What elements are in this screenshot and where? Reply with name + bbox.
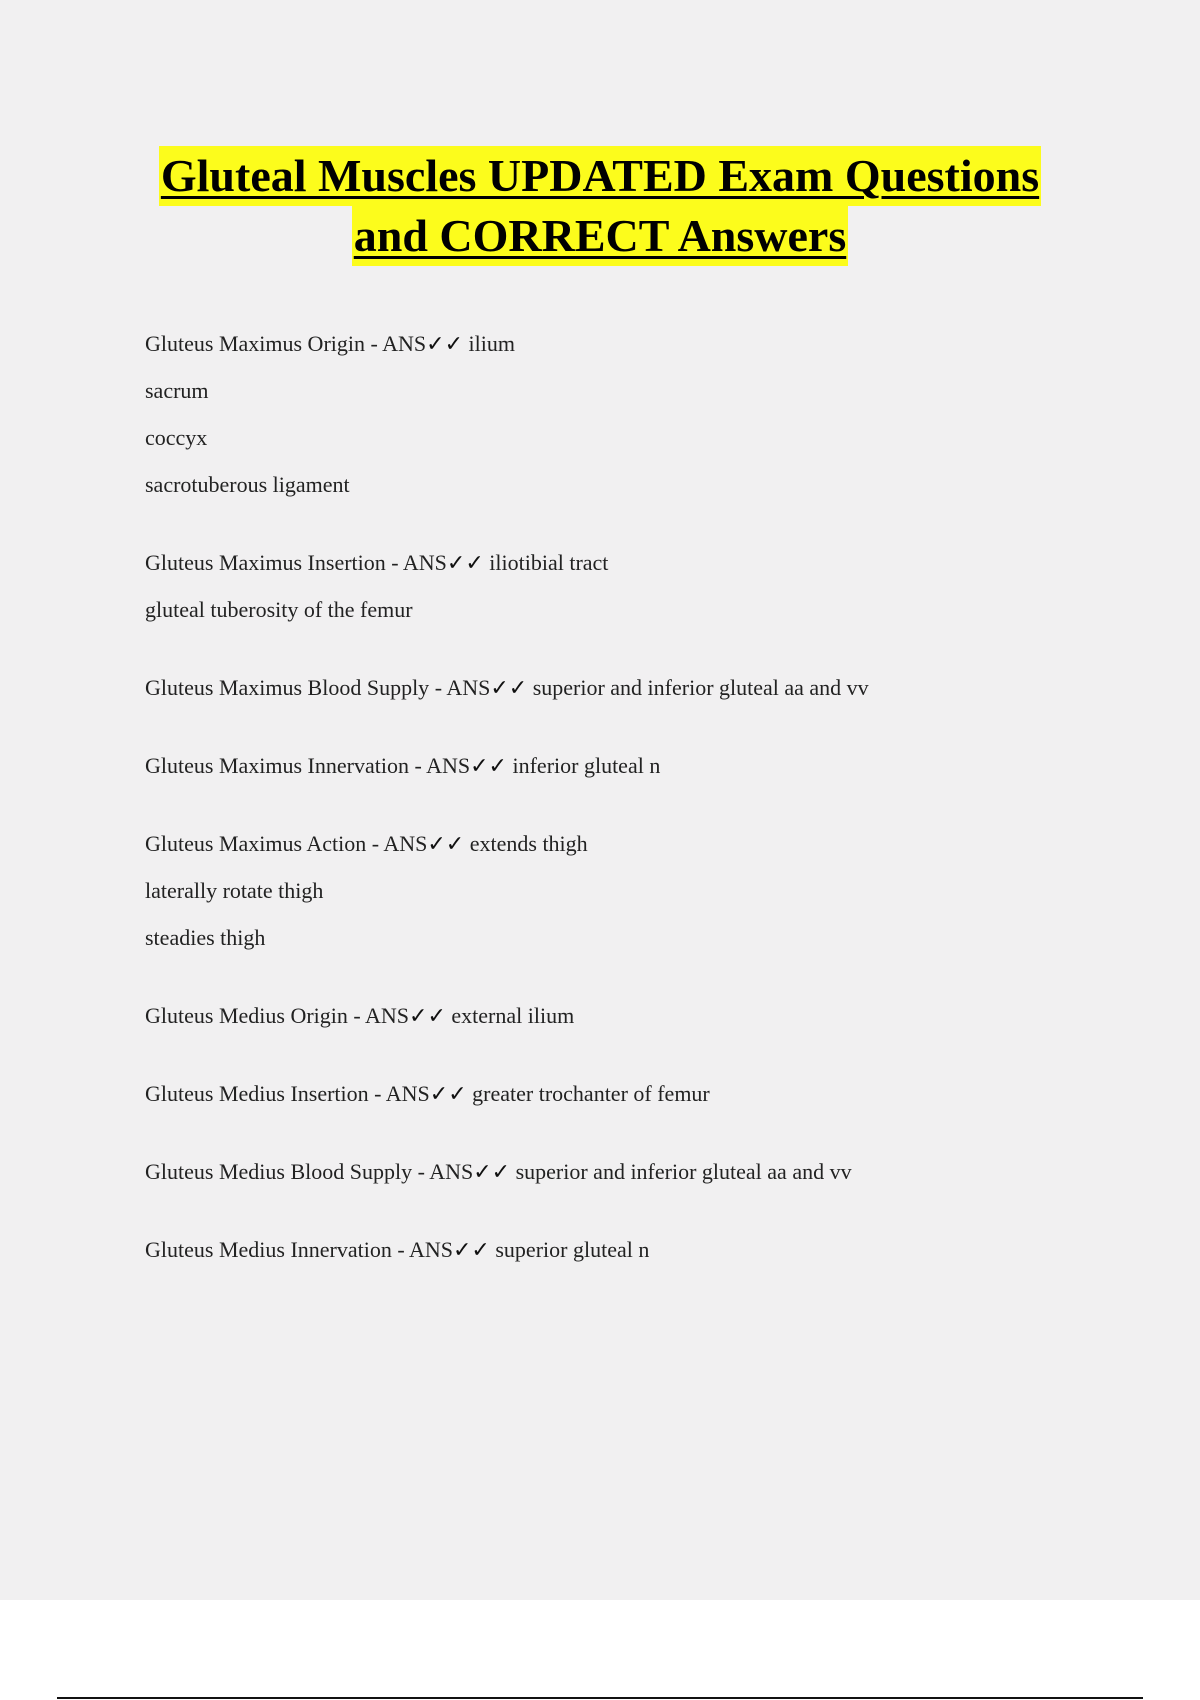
footer-rule [57, 1697, 1143, 1699]
double-check-icon: ✓✓ [473, 1159, 511, 1184]
question-text: Gluteus Maximus Origin [145, 331, 365, 356]
qa-question-line: Gluteus Medius Blood Supply - ANS✓✓ superior and inferior gluteal aa and vv [145, 1159, 852, 1184]
qa-question-line: Gluteus Maximus Innervation - ANS✓✓ inferior gluteal n [145, 753, 661, 778]
answer-continuation: sacrotuberous ligament [145, 472, 350, 497]
answer-continuation: gluteal tuberosity of the femur [145, 597, 413, 622]
double-check-icon: ✓✓ [427, 831, 465, 856]
answer-marker: ANS [446, 675, 491, 700]
qa-question-line: Gluteus Medius Insertion - ANS✓✓ greater trochanter of femur [145, 1081, 710, 1106]
qa-item [145, 1080, 1105, 1108]
qa-item [145, 830, 1105, 952]
qa-list [145, 330, 1105, 1314]
question-text: Gluteus Maximus Blood Supply [145, 675, 430, 700]
qa-question-line: Gluteus Medius Origin - ANS✓✓ external ilium [145, 1003, 575, 1028]
answer-marker: ANS [365, 1003, 410, 1028]
qa-question-line: Gluteus Maximus Insertion - ANS✓✓ iliotibial tract [145, 550, 609, 575]
answer-marker: ANS [429, 1159, 474, 1184]
qa-item [145, 1158, 1105, 1186]
answer-marker: ANS [383, 831, 428, 856]
question-text: Gluteus Medius Origin [145, 1003, 348, 1028]
qa-item [145, 1236, 1105, 1264]
question-text: Gluteus Medius Blood Supply [145, 1159, 413, 1184]
answer-text: iliotibial tract [489, 550, 609, 575]
answer-marker: ANS [426, 753, 471, 778]
qa-item [145, 752, 1105, 780]
answer-text: superior and inferior gluteal aa and vv [532, 675, 869, 700]
answer-marker: ANS [382, 331, 427, 356]
double-check-icon: ✓✓ [470, 753, 507, 778]
answer-continuation: steadies thigh [145, 925, 266, 950]
title-line-1: Gluteal Muscles UPDATED Exam Questions [159, 146, 1041, 206]
answer-continuation: sacrum [145, 378, 209, 403]
qa-question-line: Gluteus Maximus Action - ANS✓✓ extends thigh [145, 831, 588, 856]
question-text: Gluteus Maximus Innervation [145, 753, 409, 778]
double-check-icon: ✓✓ [429, 1081, 467, 1106]
qa-item [145, 674, 1105, 702]
question-text: Gluteus Medius Insertion [145, 1081, 369, 1106]
answer-text: external ilium [451, 1003, 575, 1028]
title-line-2: and CORRECT Answers [352, 206, 848, 266]
double-check-icon: ✓✓ [409, 1003, 446, 1028]
answer-text: ilium [468, 331, 515, 356]
question-text: Gluteus Medius Innervation [145, 1237, 392, 1262]
qa-item [145, 1002, 1105, 1030]
double-check-icon: ✓✓ [490, 675, 528, 700]
answer-text: superior and inferior gluteal aa and vv [515, 1159, 852, 1184]
double-check-icon: ✓✓ [426, 331, 464, 356]
answer-continuation: coccyx [145, 425, 208, 450]
qa-question-line: Gluteus Maximus Blood Supply - ANS✓✓ superior and inferior gluteal aa and vv [145, 675, 869, 700]
document-title [0, 146, 1200, 266]
answer-text: greater trochanter of femur [472, 1081, 710, 1106]
answer-marker: ANS [408, 1237, 453, 1262]
answer-marker: ANS [385, 1081, 430, 1106]
question-text: Gluteus Maximus Insertion [145, 550, 386, 575]
answer-text: inferior gluteal n [512, 753, 661, 778]
qa-item [145, 549, 1105, 624]
qa-item [145, 330, 1105, 499]
answer-continuation: laterally rotate thigh [145, 878, 324, 903]
question-text: Gluteus Maximus Action [145, 831, 367, 856]
double-check-icon: ✓✓ [446, 550, 484, 575]
double-check-icon: ✓✓ [453, 1237, 490, 1262]
answer-text: extends thigh [469, 831, 588, 856]
qa-question-line: Gluteus Maximus Origin - ANS✓✓ ilium [145, 331, 515, 356]
answer-text: superior gluteal n [495, 1237, 650, 1262]
qa-question-line: Gluteus Medius Innervation - ANS✓✓ superior gluteal n [145, 1237, 650, 1262]
answer-marker: ANS [402, 550, 447, 575]
